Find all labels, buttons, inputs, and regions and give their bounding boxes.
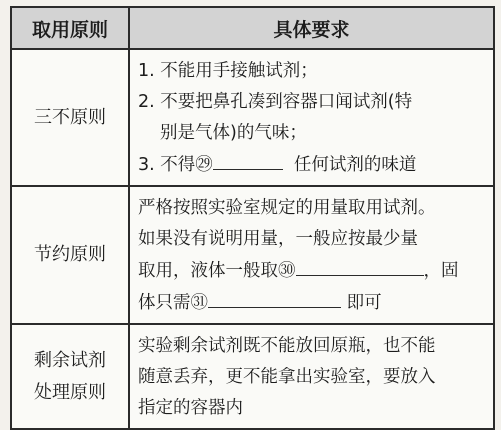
row-body-three-no (129, 49, 494, 186)
row-body-economy (129, 186, 494, 324)
row-name-line: 剩余试剂 (34, 349, 106, 371)
fill-blank-31 (208, 287, 341, 308)
requirement-line-with-blank (138, 149, 485, 181)
text-fragment: 任何试剂的味道 (293, 155, 417, 175)
requirement-line: 严格按照实验室规定的用量取用试剂。 (138, 198, 436, 218)
requirement-line: 如果没有说明用量，一般应按最少量 (138, 229, 418, 249)
requirement-line-with-blank (138, 287, 485, 319)
table-row (11, 324, 494, 429)
requirement-line: 1. 不能用手接触试剂； (138, 61, 318, 81)
fill-blank-30 (296, 255, 424, 276)
requirement-line: 2. 不要把鼻孔凑到容器口闻试剂(特 (138, 92, 413, 112)
text-fragment: 体只需㉛ (138, 293, 208, 313)
requirement-line: 别是气体)的气味； (160, 123, 307, 143)
header-cell-requirement: 具体要求 (129, 7, 494, 49)
requirement-line: 随意丢弃，更不能拿出实验室，要放入 (138, 367, 436, 387)
requirement-line: 指定的容器内 (138, 398, 243, 418)
text-fragment: 即可 (346, 293, 382, 313)
row-name-economy: 节约原则 (11, 186, 129, 324)
row-name-leftover (11, 324, 129, 429)
row-body-leftover (129, 324, 494, 429)
text-fragment: 3. 不得㉙ (138, 155, 213, 175)
fill-blank-29 (213, 149, 283, 170)
table-row (11, 186, 494, 324)
requirement-line-with-blank (138, 255, 485, 287)
rules-table (10, 6, 495, 430)
row-name-three-no: 三不原则 (11, 49, 129, 186)
requirement-line: 实验剩余试剂既不能放回原瓶，也不能 (138, 336, 436, 356)
header-cell-principle: 取用原则 (11, 7, 129, 49)
text-fragment: 取用，液体一般取㉚ (138, 261, 296, 281)
row-name-line: 处理原则 (34, 381, 106, 403)
table-row (11, 49, 494, 186)
text-fragment: ，固 (423, 261, 459, 281)
table-header-row (11, 7, 494, 49)
